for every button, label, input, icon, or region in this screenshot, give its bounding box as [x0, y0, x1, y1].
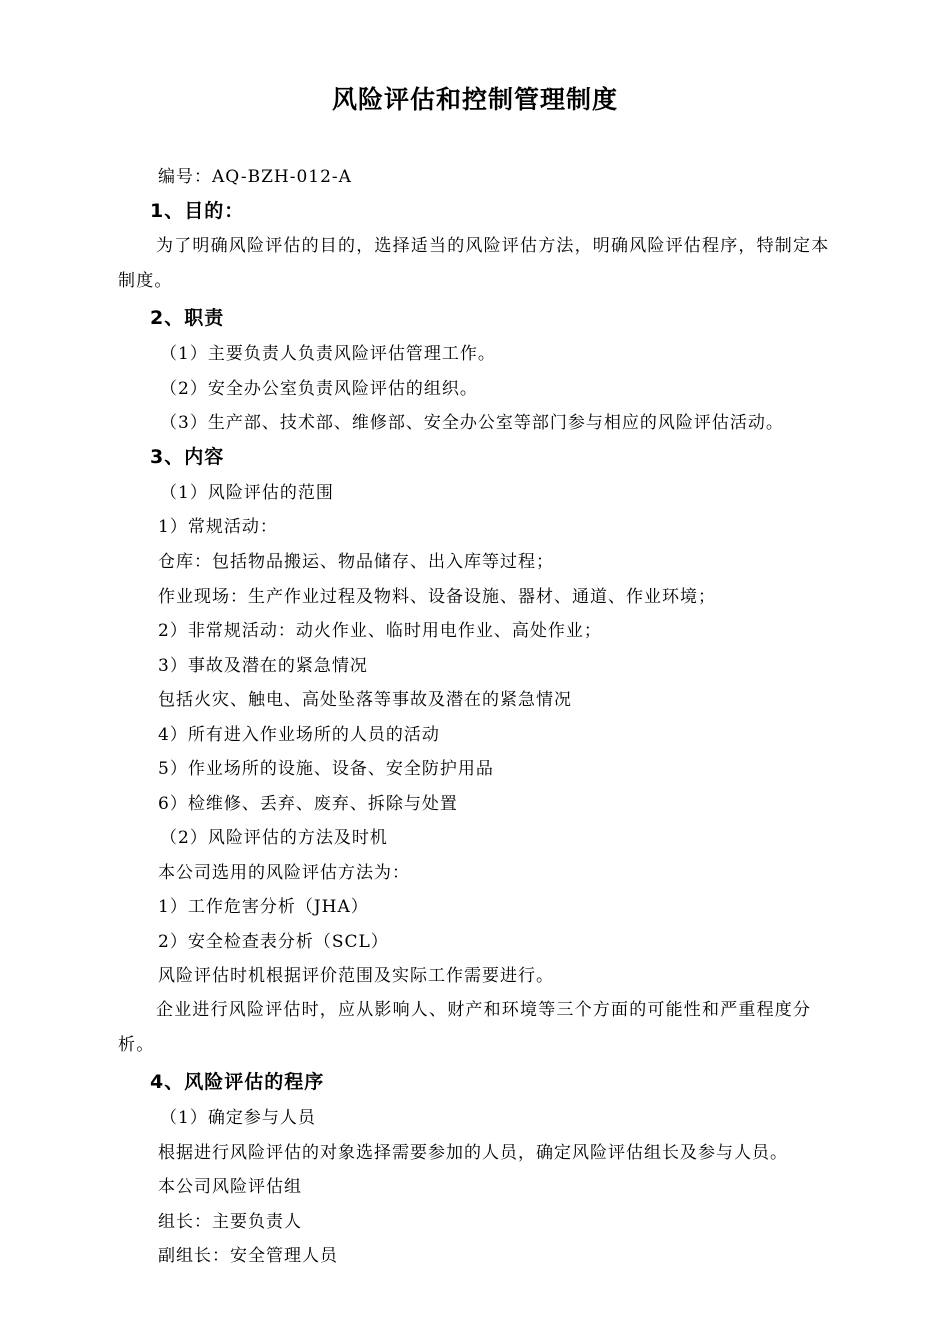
- section-2-item: （1）主要负责人负责风险评估管理工作。: [160, 344, 496, 364]
- section-4-line: 组长：主要负责人: [158, 1212, 302, 1232]
- section-3-line: 包括火灾、触电、高处坠落等事故及潜在的紧急情况: [158, 690, 572, 710]
- section-3-heading: 3、内容: [150, 446, 225, 468]
- section-4-line: （1）确定参与人员: [160, 1108, 316, 1128]
- section-4-line: 本公司风险评估组: [158, 1177, 302, 1197]
- section-3-line: 风险评估时机根据评价范围及实际工作需要进行。: [158, 966, 554, 986]
- section-3-line: 作业现场：生产作业过程及物料、设备设施、器材、通道、作业环境；: [158, 587, 716, 607]
- section-3-line: 1）常规活动：: [158, 517, 278, 537]
- section-3-line: 6）检维修、丢弃、废弃、拆除与处置: [158, 794, 458, 814]
- section-3-line: 仓库：包括物品搬运、物品储存、出入库等过程；: [158, 552, 554, 572]
- section-3-line: 4）所有进入作业场所的人员的活动: [158, 725, 440, 745]
- section-2-item: （3）生产部、技术部、维修部、安全办公室等部门参与相应的风险评估活动。: [160, 413, 784, 433]
- section-2-heading: 2、职责: [150, 307, 225, 329]
- section-3-line: 5）作业场所的设施、设备、安全防护用品: [158, 759, 494, 779]
- section-1-paragraph: 为了明确风险评估的目的，选择适当的风险评估方法，明确风险评估程序，特制定本制度。: [118, 236, 830, 291]
- section-4-line: 副组长：安全管理人员: [158, 1246, 338, 1266]
- document-number: 编号：AQ-BZH-012-A: [158, 167, 352, 187]
- section-2-item: （2）安全办公室负责风险评估的组织。: [160, 379, 478, 399]
- section-3-closing-paragraph: 企业进行风险评估时，应从影响人、财产和环境等三个方面的可能性和严重程度分析。: [118, 1000, 812, 1055]
- section-3-line: （2）风险评估的方法及时机: [160, 828, 388, 848]
- section-3-line: 2）非常规活动：动火作业、临时用电作业、高处作业；: [158, 621, 602, 641]
- section-3-line: （1）风险评估的范围: [160, 483, 334, 503]
- section-3-line: 1）工作危害分析（JHA）: [158, 897, 369, 917]
- section-3-line: 3）事故及潜在的紧急情况: [158, 656, 368, 676]
- section-3-line: 本公司选用的风险评估方法为：: [158, 863, 410, 883]
- section-3-line: 2）安全检查表分析（SCL）: [158, 932, 389, 952]
- section-1-heading: 1、目的：: [150, 200, 245, 222]
- document-title: 风险评估和控制管理制度: [331, 85, 618, 114]
- section-4-line: 根据进行风险评估的对象选择需要参加的人员，确定风险评估组长及参与人员。: [158, 1143, 788, 1163]
- section-4-heading: 4、风险评估的程序: [150, 1071, 325, 1093]
